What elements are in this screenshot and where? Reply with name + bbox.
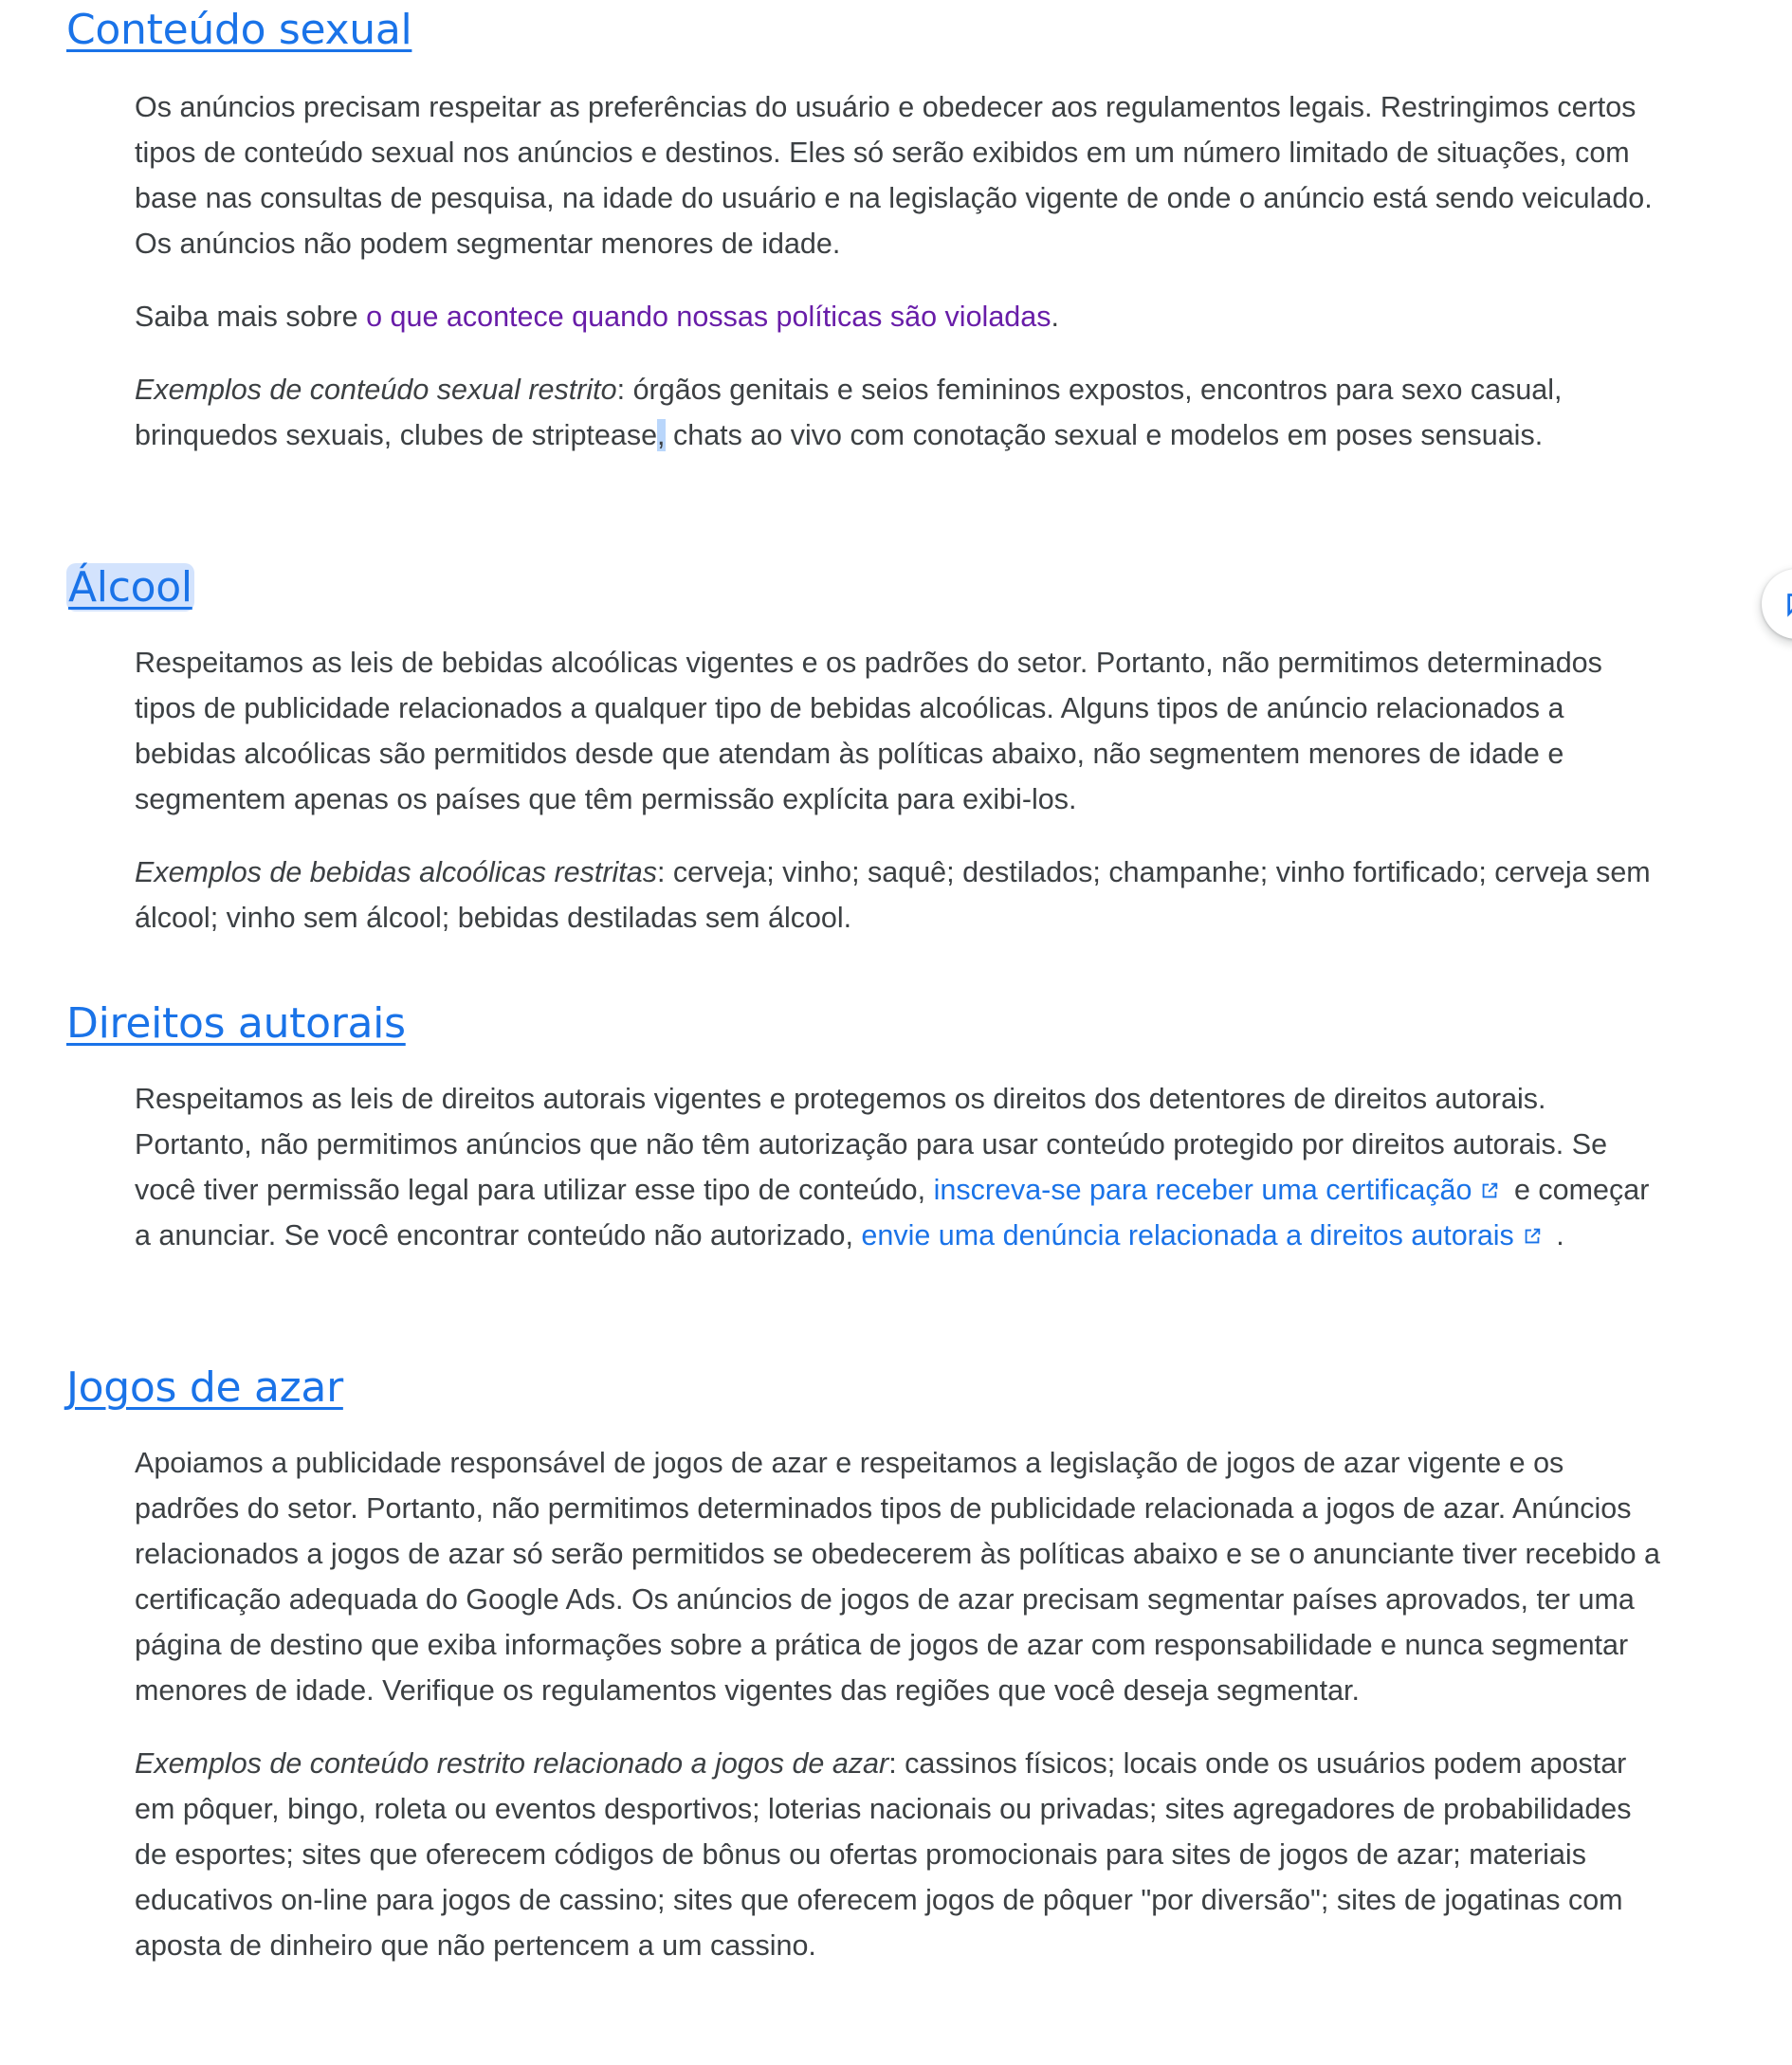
- heading-conteudo-sexual: [66, 2, 411, 59]
- examples-label: Exemplos de conteúdo sexual restrito: [135, 374, 617, 406]
- examples-text: : cerveja; vinho; saquê; destilados; champanhe; vinho fortificado; cerveja sem álcool; vinho sem álcool; bebidas destiladas sem álcool.: [135, 856, 1651, 934]
- examples-paragraph: [135, 367, 1671, 458]
- external-link-icon: [1479, 1180, 1500, 1201]
- section-conteudo-sexual: [135, 84, 1671, 485]
- copyright-text-1: Respeitamos as leis de direitos autorais vigentes e protegemos os direitos dos detentores de direitos autorais. Portanto, não permitimos anúncios que não têm autorização para usar conteúdo protegido por direitos autorais. Se você tiver permissão legal para utilizar esse tipo de conteúdo,: [135, 1083, 1608, 1206]
- copyright-complaint-link-label: envie uma denúncia relacionada a direitos autorais: [861, 1219, 1514, 1252]
- section-paragraph: Os anúncios precisam respeitar as preferências do usuário e obedecer aos regulamentos legais. Restringimos certos tipos de conteúdo sexual nos anúncios e destinos. Eles só serão exibidos em um número limitado de situações, com base nas consultas de pesquisa, na idade do usuário e na legislação vigente de onde o anúncio está sendo veiculado. Os anúncios não podem segmentar menores de idade.: [135, 91, 1653, 260]
- learn-more-prefix: Saiba mais sobre: [135, 301, 367, 333]
- copyright-text-3: .: [1547, 1219, 1564, 1252]
- text-selection: ,: [657, 419, 666, 451]
- feedback-icon: [1784, 592, 1792, 618]
- feedback-button[interactable]: [1762, 569, 1792, 639]
- examples-paragraph: [135, 1741, 1671, 1968]
- certification-link-label: inscreva-se para receber uma certificação: [933, 1174, 1472, 1206]
- examples-label: Exemplos de conteúdo restrito relacionado a jogos de azar: [135, 1747, 889, 1780]
- section-paragraph: Apoiamos a publicidade responsável de jogos de azar e respeitamos a legislação de jogos de azar vigente e os padrões do setor. Portanto, não permitimos determinados tipos de publicidade relacionada a jogos de azar. Anúncios relacionados a jogos de azar só serão permitidos se obedecerem às políticas abaixo e se o anunciante tiver recebido a certificação adequada do Google Ads. Os anúncios de jogos de azar precisam segmentar países aprovados, ter uma página de destino que exiba informações sobre a prática de jogos de azar com responsabilidade e nunca segmentar menores de idade. Verifique os regulamentos vigentes das regiões que você deseja segmentar.: [135, 1447, 1660, 1707]
- policy-violation-link[interactable]: o que acontece quando nossas políticas são violadas: [366, 301, 1051, 333]
- copyright-text-2: e começar a anunciar. Se você encontrar conteúdo não autorizado,: [135, 1174, 1650, 1252]
- section-paragraph: Respeitamos as leis de bebidas alcoólicas vigentes e os padrões do setor. Portanto, não permitimos determinados tipos de publicidade relacionados a qualquer tipo de bebidas alcoólicas. Alguns tipos de anúncio relacionados a bebidas alcoólicas são permitidos desde que atendam às políticas abaixo, não segmentem menores de idade e segmentem apenas os países que têm permissão explícita para exibi-los.: [135, 647, 1602, 815]
- heading-link-conteudo-sexual[interactable]: Conteúdo sexual: [66, 6, 412, 54]
- heading-link-jogos-de-azar[interactable]: Jogos de azar: [66, 1363, 343, 1412]
- learn-more-suffix: .: [1051, 301, 1059, 333]
- heading-alcool: [66, 559, 194, 616]
- heading-link-alcool[interactable]: Álcool: [68, 563, 192, 612]
- heading-link-direitos-autorais[interactable]: Direitos autorais: [66, 999, 406, 1048]
- section-jogos-de-azar: [135, 1440, 1671, 1996]
- section-alcool: [135, 640, 1671, 968]
- certification-link[interactable]: [934, 1174, 1507, 1206]
- section-direitos-autorais: [135, 1076, 1671, 1286]
- examples-text: : cassinos físicos; locais onde os usuários podem apostar em pôquer, bingo, roleta ou eventos desportivos; loterias nacionais ou privadas; sites agregadores de probabilidades de esportes; sites que oferecem códigos de bônus ou ofertas promocionais para sites de jogos de azar; materiais educativos on-line para jogos de cassino; sites que oferecem jogos de pôquer "por diversão"; sites de jogatinas com aposta de dinheiro que não pertencem a um cassino.: [135, 1747, 1632, 1962]
- heading-direitos-autorais: [66, 996, 406, 1052]
- copyright-complaint-link[interactable]: [861, 1219, 1547, 1252]
- section-paragraph: [135, 1076, 1671, 1258]
- examples-text: : órgãos genitais e seios femininos expostos, encontros para sexo casual, brinquedos sexuais, clubes de striptease: [135, 374, 1563, 451]
- learn-more-paragraph: [135, 294, 1671, 339]
- heading-jogos-de-azar: [66, 1360, 343, 1416]
- examples-label: Exemplos de bebidas alcoólicas restritas: [135, 856, 657, 888]
- external-link-icon: [1522, 1226, 1543, 1247]
- examples-paragraph: [135, 850, 1671, 941]
- examples-text-continued: chats ao vivo com conotação sexual e modelos em poses sensuais.: [665, 419, 1544, 451]
